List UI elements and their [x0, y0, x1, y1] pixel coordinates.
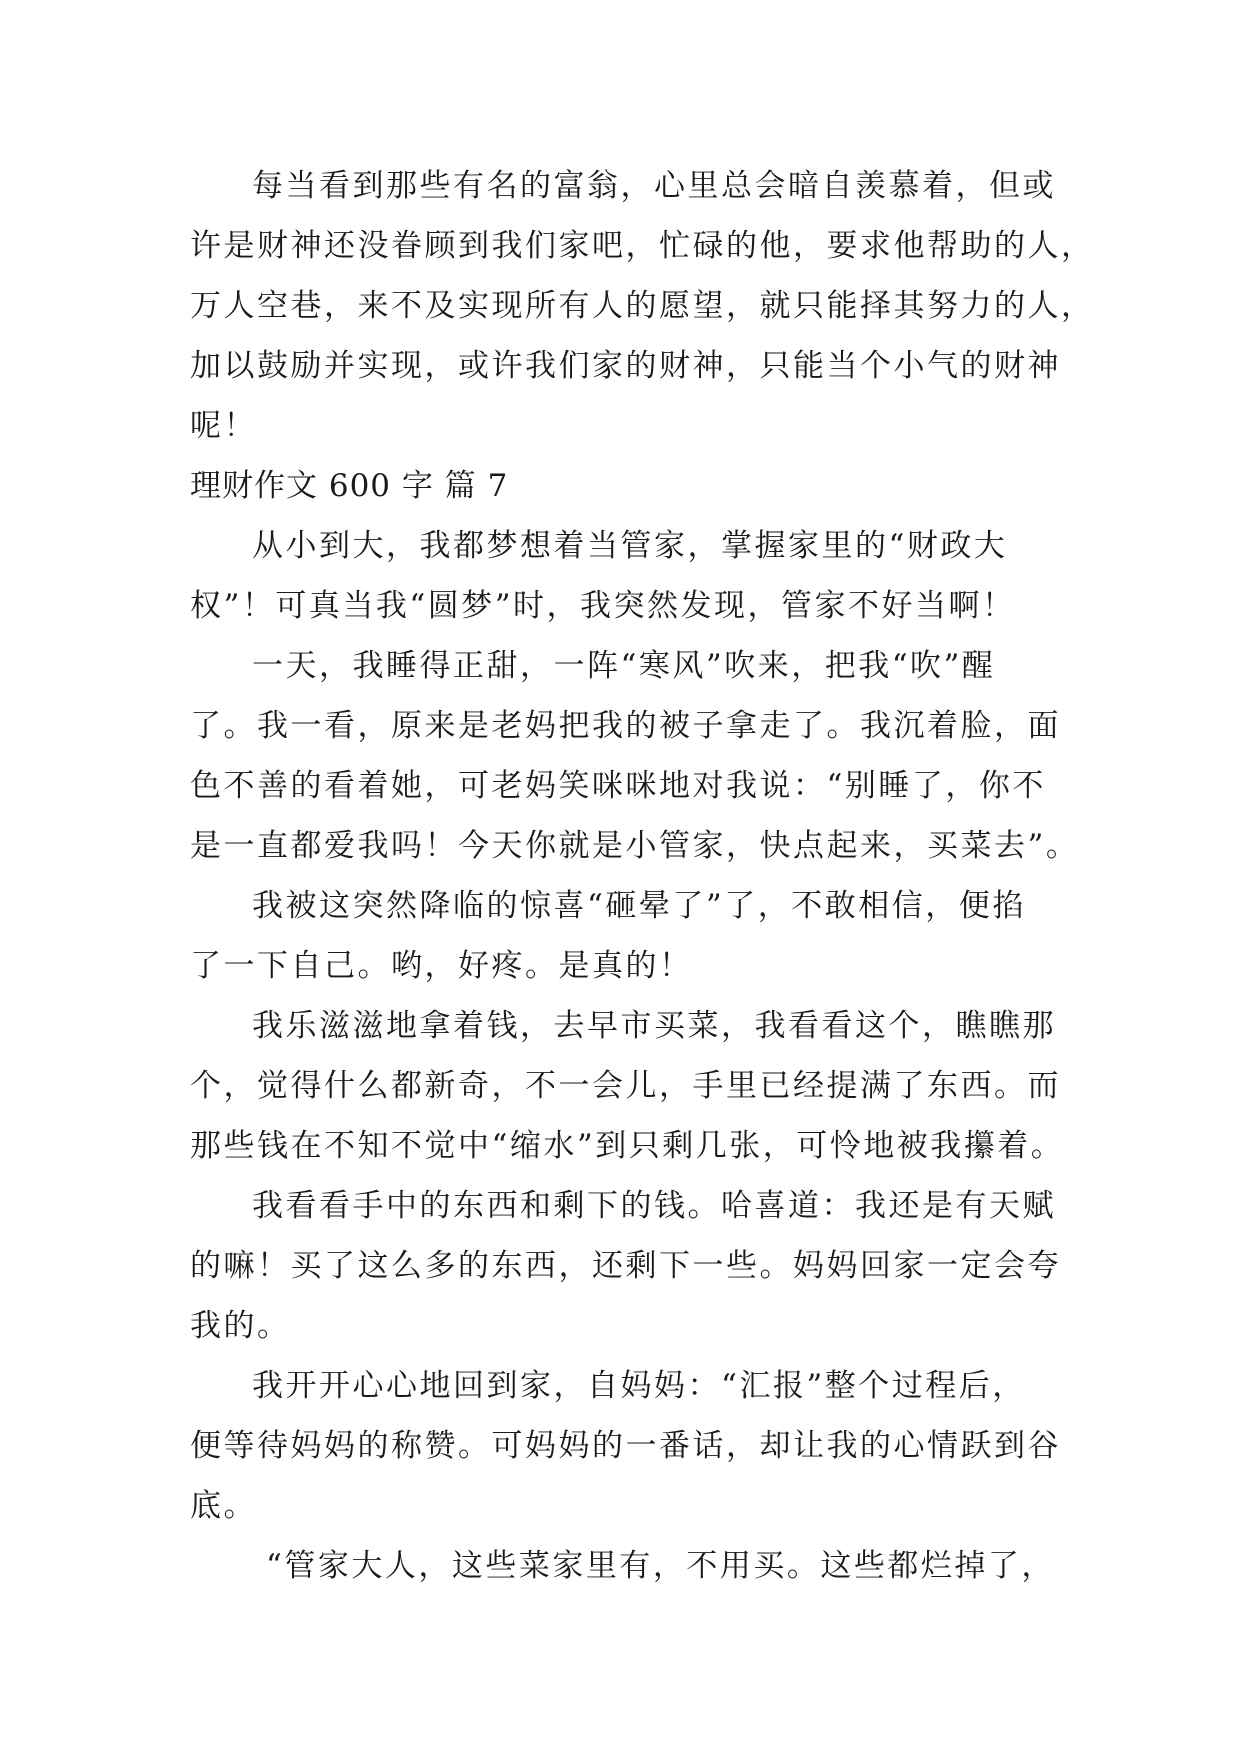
paragraph-line: 从小到大，我都梦想着当管家，掌握家里的“财政大: [252, 528, 1008, 564]
paragraph-line: 呢！: [190, 408, 257, 444]
paragraph-line: 那些钱在不知不觉中“缩水”到只剩几张，可怜地被我攥着。: [190, 1128, 1065, 1164]
paragraph-line: 个，觉得什么都新奇，不一会儿，手里已经提满了东西。而: [190, 1068, 1061, 1104]
paragraph-line: 加以鼓励并实现，或许我们家的财神，只能当个小气的财神: [190, 348, 1061, 384]
paragraph-line: 我乐滋滋地拿着钱，去早市买菜，我看看这个，瞧瞧那: [252, 1008, 1056, 1044]
paragraph-line: 我开开心心地回到家，自妈妈：“汇报”整个过程后，: [252, 1368, 1026, 1404]
paragraph-line: 色不善的看着她，可老妈笑咪咪地对我说：“别睡了，你不: [190, 768, 1046, 804]
paragraph-line: 我看看手中的东西和剩下的钱。哈喜道：我还是有天赋: [252, 1188, 1056, 1224]
paragraph-line: “管家大人，这些菜家里有，不用买。这些都烂掉了，: [266, 1548, 1055, 1584]
paragraph-line: 是一直都爱我吗！今天你就是小管家，快点起来，买菜去”。: [190, 828, 1080, 864]
paragraph-line: 了。我一看，原来是老妈把我的被子拿走了。我沉着脸，面: [190, 708, 1061, 744]
paragraph-line: 权”！可真当我“圆梦”时，我突然发现，管家不好当啊！: [190, 588, 1016, 624]
paragraph-line: 便等待妈妈的称赞。可妈妈的一番话，却让我的心情跃到谷: [190, 1428, 1061, 1464]
paragraph-line: 的嘛！买了这么多的东西，还剩下一些。妈妈回家一定会夸: [190, 1248, 1061, 1284]
paragraph-line: 底。: [190, 1488, 257, 1524]
paragraph-line: 万人空巷，来不及实现所有人的愿望，就只能择其努力的人，: [190, 288, 1095, 324]
paragraph-line: 我的。: [190, 1308, 291, 1344]
paragraph-line: 了一下自己。哟，好疼。是真的！: [190, 948, 693, 984]
paragraph-line: 一天，我睡得正甜，一阵“寒风”吹来，把我“吹”醒: [252, 648, 996, 684]
paragraph-line: 我被这突然降临的惊喜“砸晕了”了，不敢相信，便掐: [252, 888, 1026, 924]
paragraph-line: 许是财神还没眷顾到我们家吧，忙碌的他，要求他帮助的人，: [190, 228, 1095, 264]
paragraph-line: 每当看到那些有名的富翁，心里总会暗自羡慕着，但或: [252, 168, 1056, 204]
document-page: [190, 156, 1095, 1596]
section-heading: 理财作文 600 字 篇 7: [190, 468, 509, 504]
